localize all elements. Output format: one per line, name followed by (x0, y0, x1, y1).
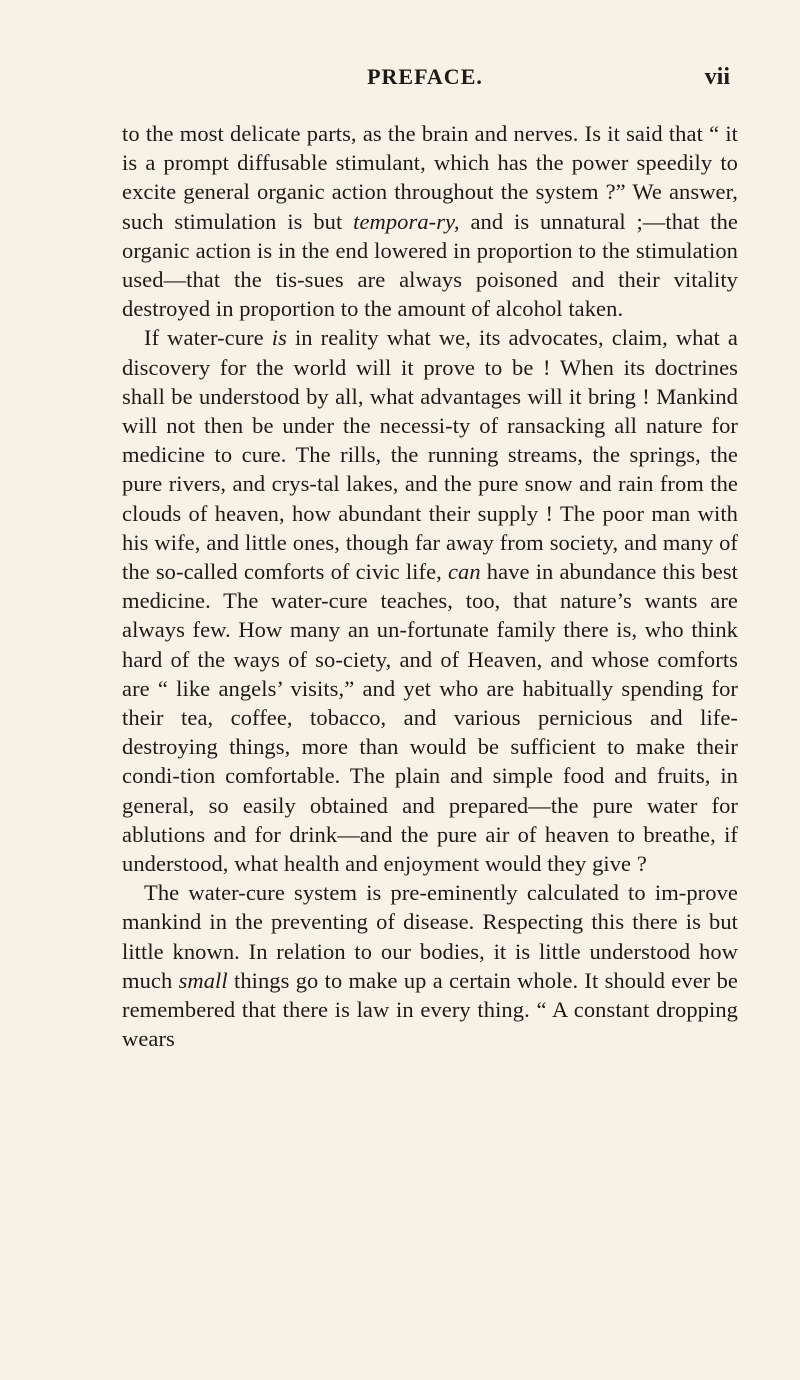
page-number: vii (704, 64, 730, 90)
italic-small: small (178, 967, 228, 993)
paragraph-2-text-b: in reality what we, its advocates, claim, what a discovery for the world will it prove to be ! When its doctrines shall be understood by all, what advantages will it bring ! Mankind will not then be under the necessi-ty of ransacking all nature for medicine to cure. The rills, the running streams, the springs, the pure rivers, and crys-tal lakes, and the pure snow and rain from the clouds of heaven, how abundant their supply ! The poor man with his wife, and little ones, though far away from society, and many of the so-called comforts of civic life, (122, 325, 738, 585)
italic-can: can (447, 559, 481, 585)
paragraph-2-text-a: If water-cure (144, 325, 272, 351)
paragraph-1-text-a: to the most delicate parts, as the brain and nerves. Is it said that “ it is a prompt diffusable stimulant, which has the power speedily to excite general organic action throughout the system ?” We answer, such stimulation is but (122, 121, 738, 234)
paragraph-2 (122, 323, 738, 878)
italic-is: is (271, 325, 287, 351)
italic-temporary: tempora-ry, (353, 208, 460, 234)
paragraph-3-text-b: things go to make up a certain whole. It should ever be remembered that there is law in every thing. “ A constant dropping wears (122, 967, 738, 1052)
paragraph-1-text-b: and is unnatural ;—that the organic action is in the end lowered in proportion to the stimulation used—that the tis-sues are always poisoned and their vitality destroyed in proportion to the amount of alcohol taken. (122, 208, 738, 322)
page-title: PREFACE. (367, 64, 483, 89)
body-text (122, 119, 738, 1054)
running-head (120, 64, 730, 104)
paragraph-3-text-a: The water-cure system is pre-eminently calculated to im-prove mankind in the preventing of disease. Respecting this there is but little known. In relation to our bodies, it is little understood how much (122, 880, 738, 993)
paragraph-3 (122, 878, 738, 1053)
paragraph-1 (122, 119, 738, 323)
paragraph-2-text-c: have in abundance this best medicine. The water-cure teaches, too, that nature’s wants are always few. How many an un-fortunate family there is, who think hard of the ways of so-ciety, and of Heaven, and whose comforts are “ like angels’ visits,” and yet who are habitually spending for their tea, coffee, tobacco, and various pernicious and life-destroying things, more than would be sufficient to make their condi-tion comfortable. The plain and simple food and fruits, in general, so easily obtained and prepared—the pure water for ablutions and for drink—and the pure air of heaven to breathe, if understood, what health and enjoyment would they give ? (122, 559, 739, 877)
